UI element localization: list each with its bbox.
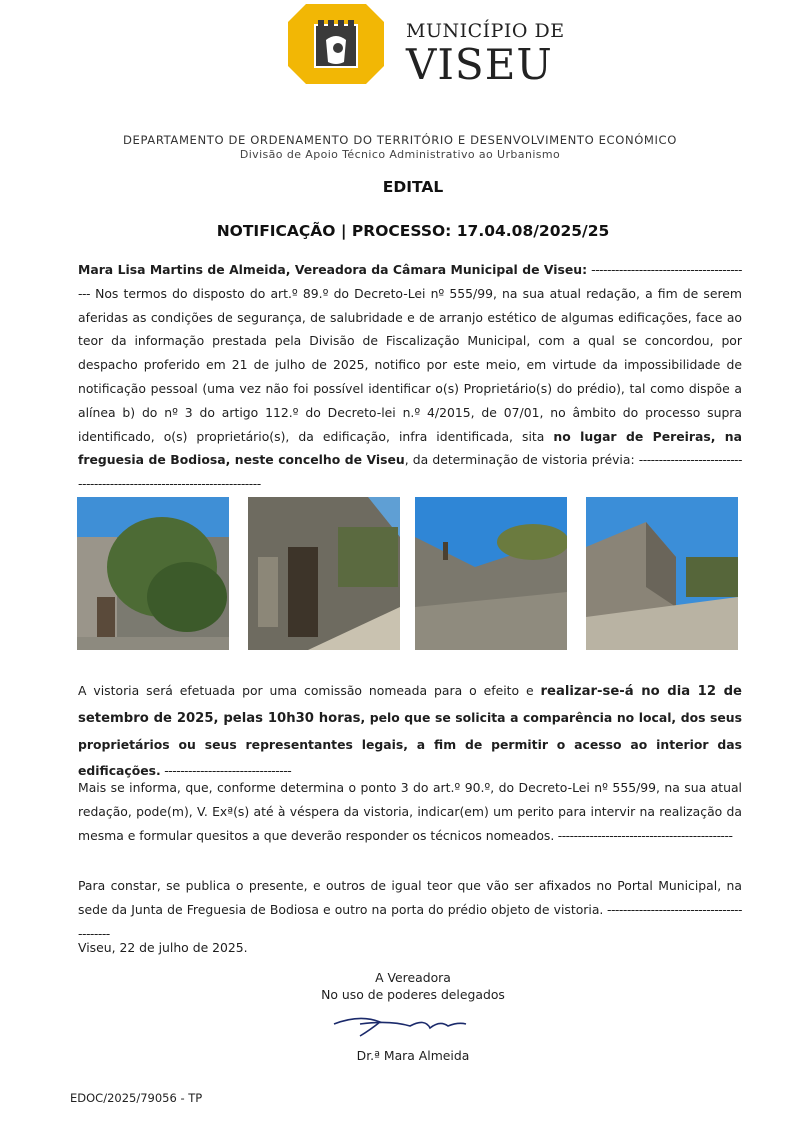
intro-location: no lugar de Pereiras, na freguesia de Bodiosa, neste concelho de Viseu (78, 428, 742, 468)
department-heading: DEPARTAMENTO DE ORDENAMENTO DO TERRITÓRIO E DESENVOLVIMENTO ECONÓMICO (123, 133, 677, 147)
author-line: Mara Lisa Martins de Almeida, Vereadora da Câmara Municipal de Viseu: (78, 262, 588, 277)
logo-shield-icon (288, 4, 398, 84)
vistoria-text-b: , pelo que se solicita a comparência no local, dos seus proprietários ou seus representantes legais, a fim de permitir o acesso ao interior das edificações. (78, 710, 742, 778)
signature-role: A Vereadora (375, 970, 451, 985)
vistoria-paragraph (78, 678, 742, 784)
dash-filler: -------------------------------------------- (554, 827, 733, 843)
intro-text-b: , da determinação de vistoria prévia: (404, 452, 639, 468)
perito-paragraph (78, 776, 742, 847)
dash-filler: ----------------------------------------- (78, 262, 742, 301)
constar-text: Para constar, se publica o presente, e outros de igual teor que vão ser afixados no Portal Municipal, na sede da Junta de Freguesia de Bodiosa e outro na porta do prédio objeto de vistoria. (78, 878, 742, 917)
building-photo-2 (248, 497, 400, 650)
logo-wordmark (406, 20, 626, 88)
signatory-name: Dr.ª Mara Almeida (356, 1048, 470, 1063)
dash-filler: -------------------------------- (160, 763, 292, 778)
building-photo-1 (77, 497, 229, 650)
dash-filler: ------------------------------------------ (78, 901, 742, 941)
perito-text: Mais se informa, que, conforme determina o ponto 3 do art.º 90.º, do Decreto-Lei nº 555/99, na sua atual redação, pode(m), V. Exª(s) até à véspera da vistoria, indicar(em) um perito para intervir na realização da mesma e formular quesitos a que deverão responder os técnicos nomeados. (78, 780, 742, 843)
logo-big-text: VISEU (406, 40, 553, 89)
document-title: EDITAL (382, 178, 444, 196)
intro-text-a: Nos termos do disposto do art.º 89.º do Decreto-Lei nº 555/99, na sua atual redação, a fim de serem aferidas as condições de segurança, de salubridade e de arranjo estético de algumas edificações, face ao teor da informação prestada pela Divisão de Fiscalização Municipal, com a qual se concordou, por despacho proferido em 21 de julho de 2025, notifico por este meio, em virtude da impossibilidade de notificação pessoal (uma vez não foi possível identificar o(s) Proprietário(s) do prédio), tal como dispõe a alínea b) do nº 3 do artigo 112.º do Decreto-lei n.º 4/2015, de 07/01, no âmbito do processo supra identificado, o(s) proprietário(s), da edificação, infra identificada, sita (78, 285, 742, 444)
intro-paragraph (78, 258, 742, 496)
vistoria-date: realizar-se-á no dia 12 de setembro de 2025, pelas 10h30 horas (78, 684, 742, 726)
dash-filler: ------------------------------------------------------------------------ (78, 452, 742, 492)
division-heading: Divisão de Apoio Técnico Administrativo ao Urbanismo (239, 148, 561, 161)
signature-delegation: No uso de poderes delegados (321, 987, 505, 1002)
constar-paragraph (78, 874, 742, 945)
municipio-logo (288, 4, 398, 84)
handwritten-signature (330, 1010, 470, 1046)
building-photo-4 (586, 497, 738, 650)
logo-small-text: MUNICÍPIO DE (406, 20, 565, 42)
building-photo-3 (415, 497, 567, 650)
vistoria-text-a: A vistoria será efetuada por uma comissão nomeada para o efeito e (78, 683, 541, 698)
date-line: Viseu, 22 de julho de 2025. (78, 940, 248, 955)
document-reference: EDOC/2025/79056 - TP (70, 1091, 203, 1105)
process-subtitle: NOTIFICAÇÃO | PROCESSO: 17.04.08/2025/25 (216, 222, 610, 240)
